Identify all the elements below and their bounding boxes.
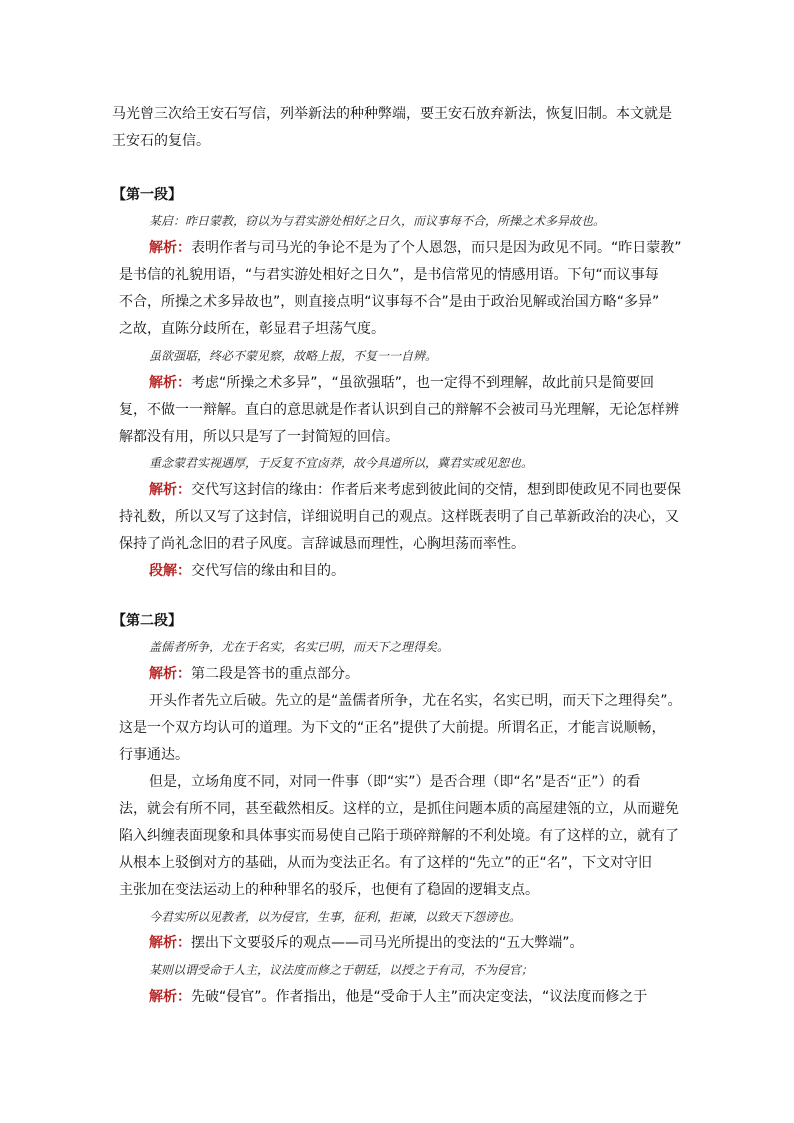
analysis-line xyxy=(149,933,584,953)
analysis-text: 交代写这封信的缘由：作者后来考虑到彼此间的交情，想到即使政见不同也要保 xyxy=(191,482,681,498)
paragraph-line: 行事通达。 xyxy=(119,747,189,763)
section-heading: 【第二段】 xyxy=(112,613,182,629)
analysis-line xyxy=(149,987,647,1007)
analysis-line xyxy=(149,373,654,393)
original-text-quote: 今君实所以见教者，以为侵官，生事，征利，拒谏，以致天下怨谤也。 xyxy=(149,910,522,924)
paragraph-line: 开头作者先立后破。先立的是“盖儒者所争，尤在名实，名实已明，而天下之理得矣”。 xyxy=(149,693,682,709)
summary-label: 段解： xyxy=(149,563,191,579)
paragraph-line: 这是一个双方均认可的道理。为下文的“正名”提供了大前提。所谓名正，才能言说顺畅， xyxy=(119,720,666,736)
analysis-text: 考虑“所操之术多异”，“虽欲强聒”，也一定得不到理解，故此前只是简要回 xyxy=(191,375,655,391)
original-text-quote: 重念蒙君实视遇厚，于反复不宜卤莽，故今具道所以，冀君实或见恕也。 xyxy=(149,456,534,470)
analysis-text: 摆出下文要驳斥的观点——司马光所提出的变法的“五大弊端”。 xyxy=(191,935,584,951)
intro-line: 王安石的复信。 xyxy=(112,133,210,149)
analysis-text: 表明作者与司马光的争论不是为了个人恩怨，而只是因为政见不同。“昨日蒙教” xyxy=(191,240,682,256)
analysis-label: 解析： xyxy=(149,935,191,951)
paragraph-line: 法，就会有所不同，甚至截然相反。这样的立，是抓住问题本质的高屋建瓴的立，从而避免 xyxy=(119,801,679,817)
analysis-label: 解析： xyxy=(149,989,191,1005)
analysis-line: 不合，所操之术多异故也”，则直接点明“议事每不合”是由于政治见解或治国方略“多异” xyxy=(119,294,660,310)
original-text-quote: 虽欲强聒，终必不蒙见察，故略上报，不复一一自辨。 xyxy=(149,349,438,363)
paragraph-line: 从根本上驳倒对方的基础，从而为变法正名。有了这样的“先立”的正“名”，下文对守旧 xyxy=(119,855,653,871)
analysis-text: 第二段是答书的重点部分。 xyxy=(191,666,359,682)
summary-text: 交代写信的缘由和目的。 xyxy=(191,563,345,579)
analysis-line xyxy=(149,664,359,684)
analysis-line: 之故，直陈分歧所在，彰显君子坦荡气度。 xyxy=(119,321,385,337)
analysis-line xyxy=(149,480,681,500)
analysis-line: 持礼数，所以又写了这封信，详细说明自己的观点。这样既表明了自己革新政治的决心，又 xyxy=(119,509,679,525)
paragraph-line: 但是，立场角度不同，对同一件事（即“实”）是否合理（即“名”是否“正”）的看 xyxy=(149,774,641,790)
analysis-line xyxy=(149,238,682,258)
analysis-label: 解析： xyxy=(149,482,191,498)
analysis-line: 保持了尚礼念旧的君子风度。言辞诚恳而理性，心胸坦荡而率性。 xyxy=(119,536,525,552)
analysis-line: 是书信的礼貌用语，“与君实游处相好之日久”，是书信常见的情感用语。下句“而议事每 xyxy=(119,267,659,283)
analysis-line: 复，不做一一辩解。直白的意思就是作者认识到自己的辩解不会被司马光理解，无论怎样辨 xyxy=(119,402,679,418)
analysis-text: 先破“侵官”。作者指出，他是“受命于人主”而决定变法，“议法度而修之于 xyxy=(191,989,648,1005)
analysis-label: 解析： xyxy=(149,375,191,391)
paragraph-line: 主张加在变法运动上的种种罪名的驳斥，也便有了稳固的逻辑支点。 xyxy=(119,882,539,898)
analysis-line: 解都没有用，所以只是写了一封简短的回信。 xyxy=(119,429,399,445)
paragraph-summary xyxy=(149,561,345,581)
original-text-quote: 某启：昨日蒙教，窃以为与君实游处相好之日久，而议事每不合，所操之术多异故也。 xyxy=(149,214,606,228)
original-text-quote: 某则以谓受命于人主，议法度而修之于朝廷，以授之于有司，不为侵官； xyxy=(149,963,534,977)
section-heading: 【第一段】 xyxy=(112,187,182,203)
intro-line: 马光曾三次给王安石写信，列举新法的种种弊端，要王安石放弃新法，恢复旧制。本文就是 xyxy=(112,106,672,122)
original-text-quote: 盖儒者所争，尤在于名实，名实已明，而天下之理得矣。 xyxy=(149,640,450,654)
analysis-label: 解析： xyxy=(149,240,191,256)
analysis-label: 解析： xyxy=(149,666,191,682)
paragraph-line: 陷入纠缠表面现象和具体事实而易使自己陷于琐碎辩解的不利处境。有了这样的立，就有了 xyxy=(119,828,679,844)
